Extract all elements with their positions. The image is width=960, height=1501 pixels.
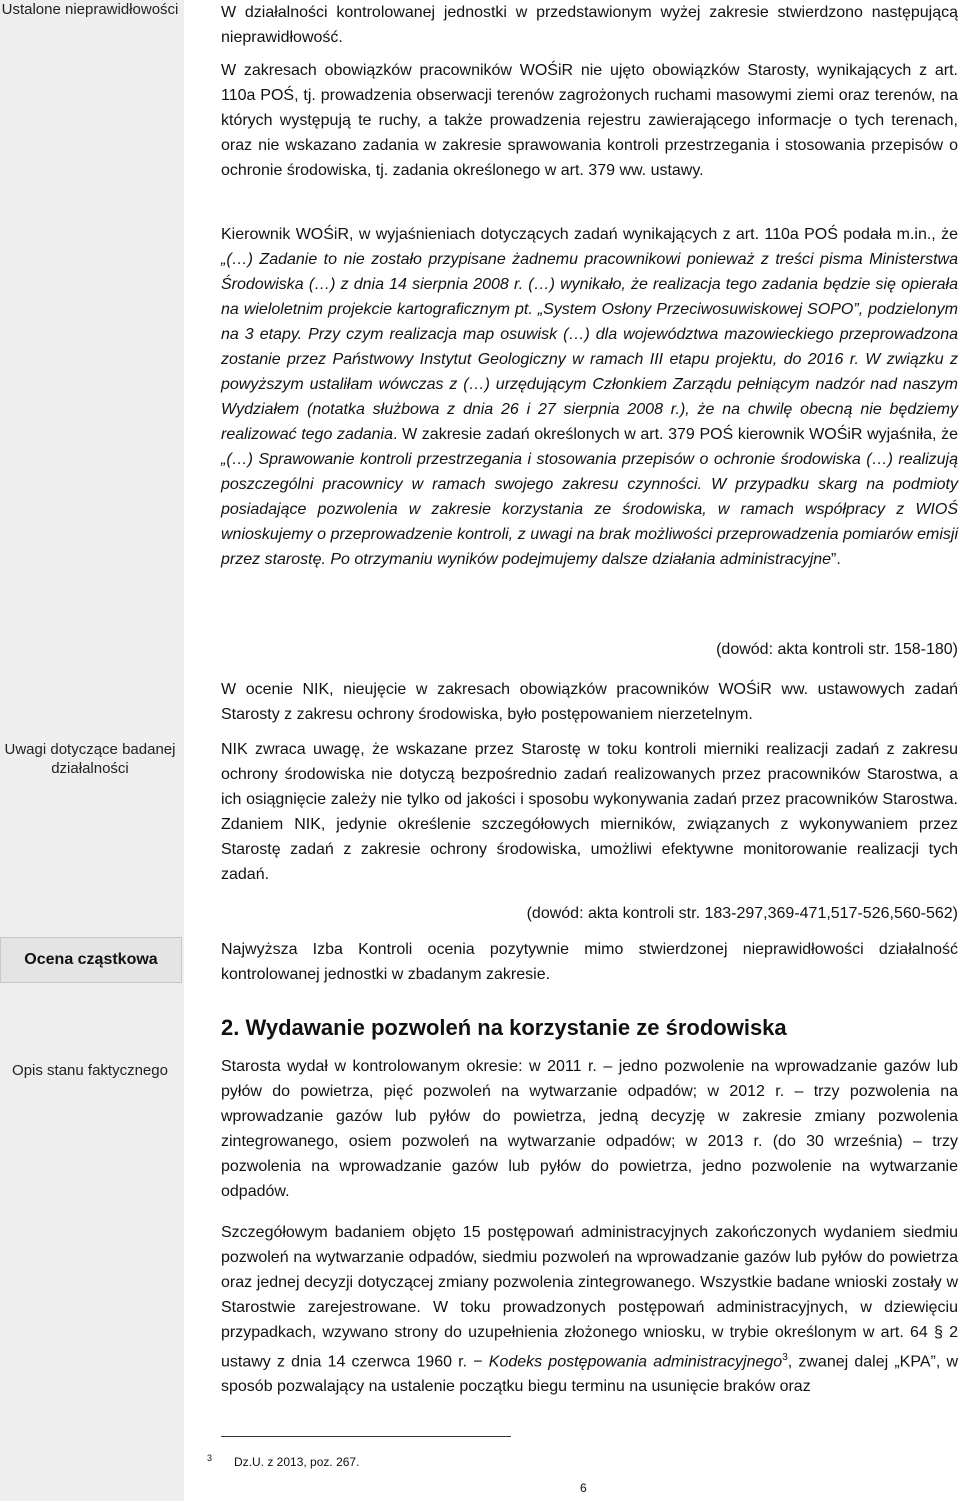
text-run: ”.: [831, 551, 841, 568]
sidebar-label-factual-state: Opis stanu faktycznego: [12, 1062, 168, 1079]
text-run: Kierownik WOŚiR, w wyjaśnieniach dotyczących zadań wynikających z art. 110a POŚ podała m.in., że: [221, 226, 958, 243]
paragraph-text: W działalności kontrolowanej jednostki w przedstawionym wyżej zakresie stwierdzono następującą nieprawidłowość.: [221, 4, 958, 46]
paragraph-permits-issued: [221, 1054, 958, 1204]
page-number: 6: [580, 1481, 587, 1495]
paragraph-duties: [221, 58, 958, 183]
paragraph-irregularity-intro: [221, 0, 958, 50]
text-run: , zwanej dalej „KPA”, w sposób pozwalający na ustalenie początku biegu terminu na usunięcie braków oraz: [221, 1353, 958, 1396]
paragraph-nik-assessment: [221, 677, 958, 727]
evidence-text: (dowód: akta kontroli str. 183-297,369-471,517-526,560-562): [526, 905, 958, 922]
quote-run: „(…) Zadanie to nie zostało przypisane żadnemu pracownikowi ponieważ z treści pisma Ministerstwa Środowiska (…) z dnia 14 sierpnia 2008 r. (…) wynikało, że realizacja tego zadania będzie się opierała na wieloletnim projekcie kartograficznym pt. „System Osłony Przeciwosuwiskowej SOPO”, podzielonym na 3 etapy. Przy czym realizacja map osuwisk (…) dla województwa mazowieckiego przeprowadzona zostanie przez Państwowy Instytut Geologiczny w ramach III etapu projektu, do 2016 r. W związku z powyższym ustaliłam wówczas z (…) urzędującym Członkiem Zarządu pełniącym nadzór nad naszym Wydziałem (notatka służbowa z dnia 26 i 27 sierpnia 2008 r.), że na chwilę obecną nie będziemy realizować tego zadania: [221, 251, 958, 443]
paragraph-text: W ocenie NIK, nieujęcie w zakresach obowiązków pracowników WOŚiR ww. ustawowych zadań Starosty z zakresu ochrony środowiska, było postępowaniem nierzetelnym.: [221, 681, 958, 723]
quote-run: „(…) Sprawowanie kontroli przestrzegania i stosowania przepisów o ochronie środowiska (…) realizują poszczególni pracownicy w ramach swojego zakresu czynności. W przypadku skarg na podmioty posiadające pozwolenia w zakresie korzystania ze środowiska, w ramach współpracy z WIOŚ wnioskujemy o przeprowadzenie kontroli, z uwagi na brak możliwości przeprowadzenia pomiarów emisji przez starostę. Po otrzymaniu wyników podejmujemy dalsze działania administracyjne: [221, 451, 958, 568]
footnote-number: 3: [207, 1453, 213, 1463]
sidebar-label-irregularities: Ustalone nieprawidłowości: [1, 1, 179, 18]
evidence-reference-2: [221, 901, 958, 926]
paragraph-text: Najwyższa Izba Kontroli ocenia pozytywnie mimo stwierdzonej nieprawidłowości działalność kontrolowanej jednostki w zbadanym zakresie.: [221, 941, 958, 983]
paragraph-positive-assessment: [221, 937, 958, 987]
paragraph-text: [221, 222, 958, 572]
paragraph-explanations: [221, 222, 958, 572]
margin-sidebar: [0, 0, 184, 1501]
text-run: . W zakresie zadań określonych w art. 379 POŚ kierownik WOŚiR wyjaśniła, że: [393, 426, 958, 443]
section-heading: 2. Wydawanie pozwoleń na korzystanie ze środowiska: [221, 1015, 787, 1040]
footnote-divider: [221, 1436, 511, 1437]
footnote: [207, 1450, 359, 1470]
sidebar-label-remarks: Uwagi dotyczące badanej działalności: [4, 741, 176, 777]
italic-run: Kodeks postępowania administracyjnego: [488, 1353, 783, 1371]
evidence-reference-1: [221, 637, 958, 662]
evidence-text: (dowód: akta kontroli str. 158-180): [716, 641, 958, 658]
footnote-text: Dz.U. z 2013, poz. 267.: [234, 1455, 360, 1469]
paragraph-text: [221, 1220, 958, 1399]
sidebar-label-partial-assessment: Ocena cząstkowa: [0, 937, 182, 983]
text-run: Szczegółowym badaniem objęto 15 postępowań administracyjnych zakończonych wydaniem siedmiu pozwoleń na wytwarzanie odpadów, siedmiu pozwoleń na wprowadzanie gazów lub pyłów do powietrza oraz jednej decyzji dotyczącej zmiany pozwolenia zintegrowanego. Wszystkie badane wnioski zostały w Starostwie zarejestrowane. W toku prowadzonych postępowań administracyjnych, w dziewięciu przypadkach, wzywano strony do uzupełnienia złożonego wniosku, w trybie określonym w art. 64 § 2 ustawy z dnia 14 czerwca 1960 r. −: [221, 1224, 958, 1371]
paragraph-nik-remarks: [221, 737, 958, 887]
paragraph-text: NIK zwraca uwagę, że wskazane przez Starostę w toku kontroli mierniki realizacji zadań z zakresu ochrony środowiska nie dotyczą bezpośrednio zadań realizowanych przez pracowników Starostwa, a ich osiągnięcie zależy nie tylko od jakości i sposobu wykonywania zadań przez pracowników Starostwa. Zdaniem NIK, jedynie określenie szczegółowych mierników, związanych z wykonywaniem przez Starostę zadań z zakresie ochrony środowiska, umożliwi efektywne monitorowanie realizacji tych zadań.: [221, 741, 958, 883]
paragraph-detailed-review: [221, 1220, 958, 1399]
footnote-marker: 3: [782, 1352, 788, 1363]
paragraph-text: Starosta wydał w kontrolowanym okresie: w 2011 r. – jedno pozwolenie na wprowadzanie gazów lub pyłów do powietrza, pięć pozwoleń na wytwarzanie odpadów; w 2012 r. – trzy pozwolenia na wprowadzanie gazów lub pyłów do powietrza, jedną decyzję w zakresie zmiany pozwolenia zintegrowanego, osiem pozwoleń na wytwarzanie odpadów; w 2013 r. (do 30 września) – trzy pozwolenia na wprowadzanie gazów lub pyłów do powietrza, jedno pozwolenie na wytwarzanie odpadów.: [221, 1058, 958, 1200]
paragraph-text: W zakresach obowiązków pracowników WOŚiR nie ujęto obowiązków Starosty, wynikających z art. 110a POŚ, tj. prowadzenia obserwacji terenów zagrożonych ruchami masowymi ziemi oraz terenów, na których występują te ruchy, a także prowadzenia rejestru zawierającego informacje o tych terenach, oraz nie wskazano zadania w zakresie sprawowania kontroli przestrzegania i stosowania przepisów o ochronie środowiska, tj. zadania określonego w art. 379 ww. ustawy.: [221, 62, 958, 179]
